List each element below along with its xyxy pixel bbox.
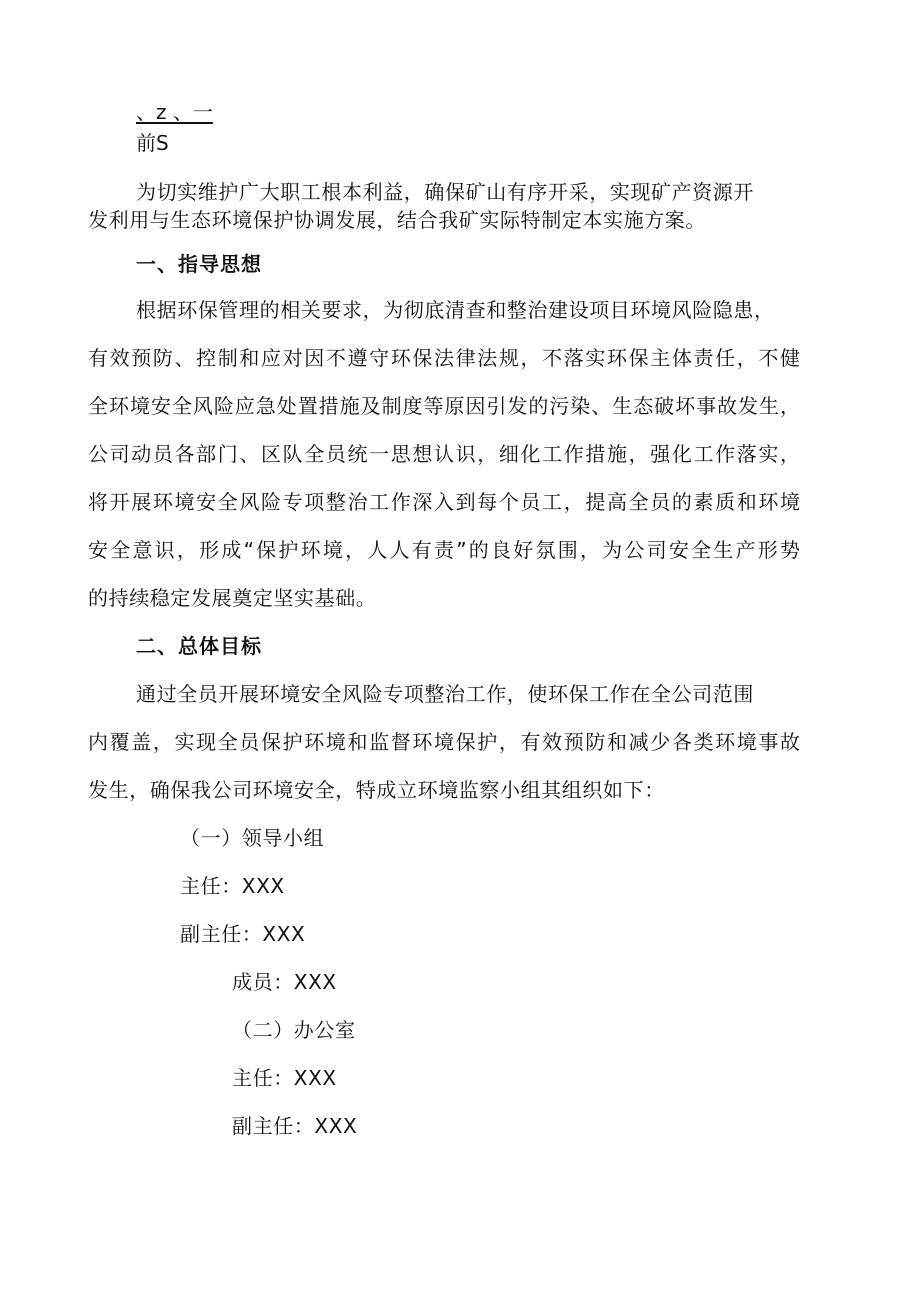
intro-line-2: 发利用与生态环境保护协调发展，结合我矿实际特制定本实施方案。 <box>88 208 706 232</box>
group1-title: （一）领导小组 <box>180 826 325 850</box>
section1-line-6: 安全意识，形成“保护环境，人人有责”的良好氛围，为公司安全生产形势 <box>88 538 800 562</box>
group2-title: （二）办公室 <box>232 1018 356 1042</box>
section1-line-7: 的持续稳定发展奠定坚实基础。 <box>88 586 377 610</box>
section1-line-4: 公司动员各部门、区队全员统一思想认识，细化工作措施，强化工作落实， <box>88 442 800 466</box>
section1-line-3: 全环境安全风险应急处置措施及制度等原因引发的污染、生态破坏事故发生， <box>88 394 800 418</box>
group1-members: 成员：XXX <box>232 970 337 994</box>
section2-title: 二、总体目标 <box>136 634 262 658</box>
group2-director: 主任：XXX <box>232 1066 337 1090</box>
group2-deputy: 副主任：XXX <box>232 1114 358 1138</box>
section1-title: 一、指导思想 <box>136 252 262 276</box>
group1-deputy: 副主任：XXX <box>180 922 306 946</box>
section2-line-2: 内覆盖，实现全员保护环境和监督环境保护，有效预防和减少各类环境事故 <box>88 730 800 754</box>
header-sub: 前S <box>136 131 169 155</box>
section1-line-5: 将开展环境安全风险专项整治工作深入到每个员工，提高全员的素质和环境 <box>88 490 800 514</box>
header-mark: 、z 、一 <box>136 100 213 124</box>
section2-line-3: 发生，确保我公司环境安全，特成立环境监察小组其组织如下： <box>88 778 665 802</box>
intro-line-1: 为切实维护广大职工根本利益，确保矿山有序开采，实现矿产资源开 <box>136 180 754 204</box>
group1-director: 主任：XXX <box>180 874 285 898</box>
section2-line-1: 通过全员开展环境安全风险专项整治工作，使环保工作在全公司范围 <box>136 682 754 706</box>
section1-line-1: 根据环保管理的相关要求，为彻底清查和整治建设项目环境风险隐患， <box>136 298 775 322</box>
section1-line-2: 有效预防、控制和应对因不遵守环保法律法规，不落实环保主体责任，不健 <box>88 346 800 370</box>
